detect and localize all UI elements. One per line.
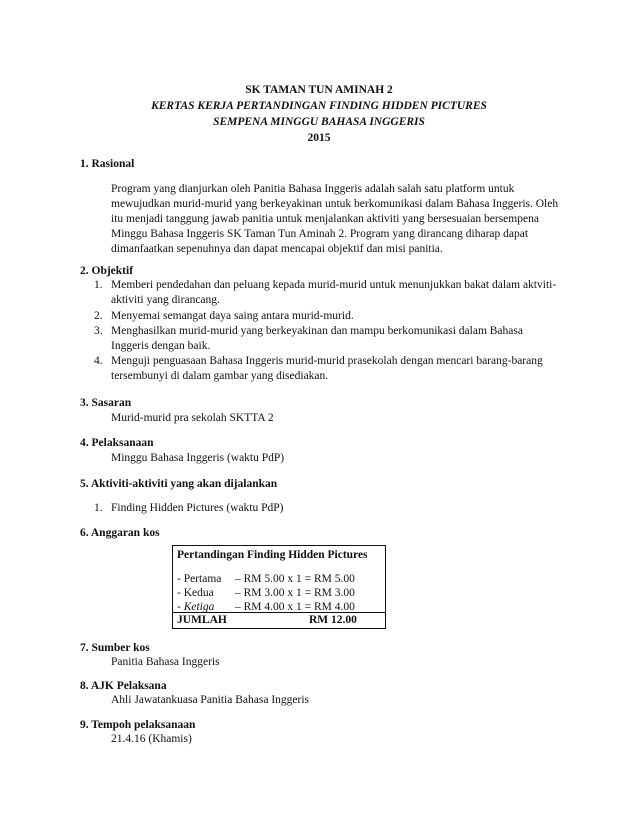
- cost-item-calc: – RM 3.00 x 1 = RM 3.00: [235, 587, 355, 599]
- cost-item-calc: – RM 4.00 x 1 = RM 4.00: [235, 601, 355, 613]
- document-year: 2015: [307, 132, 331, 144]
- objektif-number: 3.: [94, 325, 103, 337]
- rasional-line: Program yang dianjurkan oleh Panitia Bahasa Inggeris adalah salah satu platform untuk: [111, 183, 515, 195]
- section-tempoh-heading: 9. Tempoh pelaksanaan: [80, 719, 196, 731]
- document-subtitle: SEMPENA MINGGU BAHASA INGGERIS: [213, 116, 425, 128]
- sasaran-text: Murid-murid pra sekolah SKTTA 2: [111, 412, 274, 424]
- rasional-line: Minggu Bahasa Inggeris SK Taman Tun Aminah 2. Program yang dirancang diharap dapat: [111, 228, 529, 240]
- pelaksanaan-text: Minggu Bahasa Inggeris (waktu PdP): [111, 452, 285, 464]
- objektif-number: 4.: [94, 355, 103, 367]
- objektif-number: 2.: [94, 310, 103, 322]
- objektif-number: 1.: [94, 279, 103, 291]
- objektif-line: Menyemai semangat daya saing antara murid-murid.: [111, 310, 354, 322]
- section-anggaran-heading: 6. Anggaran kos: [80, 527, 160, 539]
- cost-table: [172, 545, 386, 629]
- school-name: SK TAMAN TUN AMINAH 2: [245, 84, 393, 96]
- cost-item-label: - Ketiga: [177, 601, 215, 613]
- objektif-line: aktiviti yang dirancang.: [111, 294, 220, 306]
- section-aktiviti-heading: 5. Aktiviti-aktiviti yang akan dijalankan: [80, 478, 278, 490]
- section-sumber-heading: 7. Sumber kos: [80, 642, 150, 654]
- cost-item-label: - Kedua: [177, 587, 214, 599]
- section-ajk-heading: 8. AJK Pelaksana: [80, 680, 167, 692]
- section-sasaran-heading: 3. Sasaran: [80, 397, 132, 409]
- tempoh-text: 21.4.16 (Khamis): [111, 733, 192, 745]
- objektif-line: Menguji penguasaan Bahasa Inggeris murid-murid prasekolah dengan mencari barang-barang: [111, 355, 543, 367]
- document-title: KERTAS KERJA PERTANDINGAN FINDING HIDDEN PICTURES: [151, 100, 487, 112]
- objektif-line: Memberi pendedahan dan peluang kepada murid-murid untuk menunjukkan bakat dalam aktviti-: [111, 279, 557, 291]
- section-pelaksanaan-heading: 4. Pelaksanaan: [80, 437, 154, 449]
- objektif-line: Menghasilkan murid-murid yang berkeyakinan dan mampu berkomunikasi dalam Bahasa: [111, 325, 523, 337]
- aktiviti-number: 1.: [94, 502, 103, 514]
- cost-item-label: - Pertama: [177, 573, 222, 585]
- aktiviti-item: Finding Hidden Pictures (waktu PdP): [111, 502, 284, 514]
- ajk-text: Ahli Jawatankuasa Panitia Bahasa Inggeris: [111, 694, 309, 706]
- rasional-line: dimanfaatkan sepenuhnya dan dapat mencapai objektif dan misi panitia.: [111, 243, 443, 255]
- cost-total-value: RM 12.00: [309, 614, 357, 626]
- objektif-line: tersembunyi di dalam gambar yang disediakan.: [111, 370, 329, 382]
- section-objektif-heading: 2. Objektif: [80, 265, 134, 277]
- cost-total-label: JUMLAH: [177, 614, 227, 626]
- sumber-text: Panitia Bahasa Inggeris: [111, 656, 220, 668]
- objektif-line: Inggeris dengan baik.: [111, 340, 211, 352]
- rasional-line: itu menjadi tanggung jawab panitia untuk menjalankan aktiviti yang bersesuaian bersempena: [111, 213, 539, 225]
- cost-table-title: Pertandingan Finding Hidden Pictures: [177, 549, 368, 561]
- rasional-line: mewujudkan murid-murid yang berkeyakinan untuk berkomunikasi dalam Bahasa Inggeris. Oleh: [111, 198, 559, 210]
- cost-item-calc: – RM 5.00 x 1 = RM 5.00: [235, 573, 355, 585]
- section-rasional-heading: 1. Rasional: [80, 158, 135, 170]
